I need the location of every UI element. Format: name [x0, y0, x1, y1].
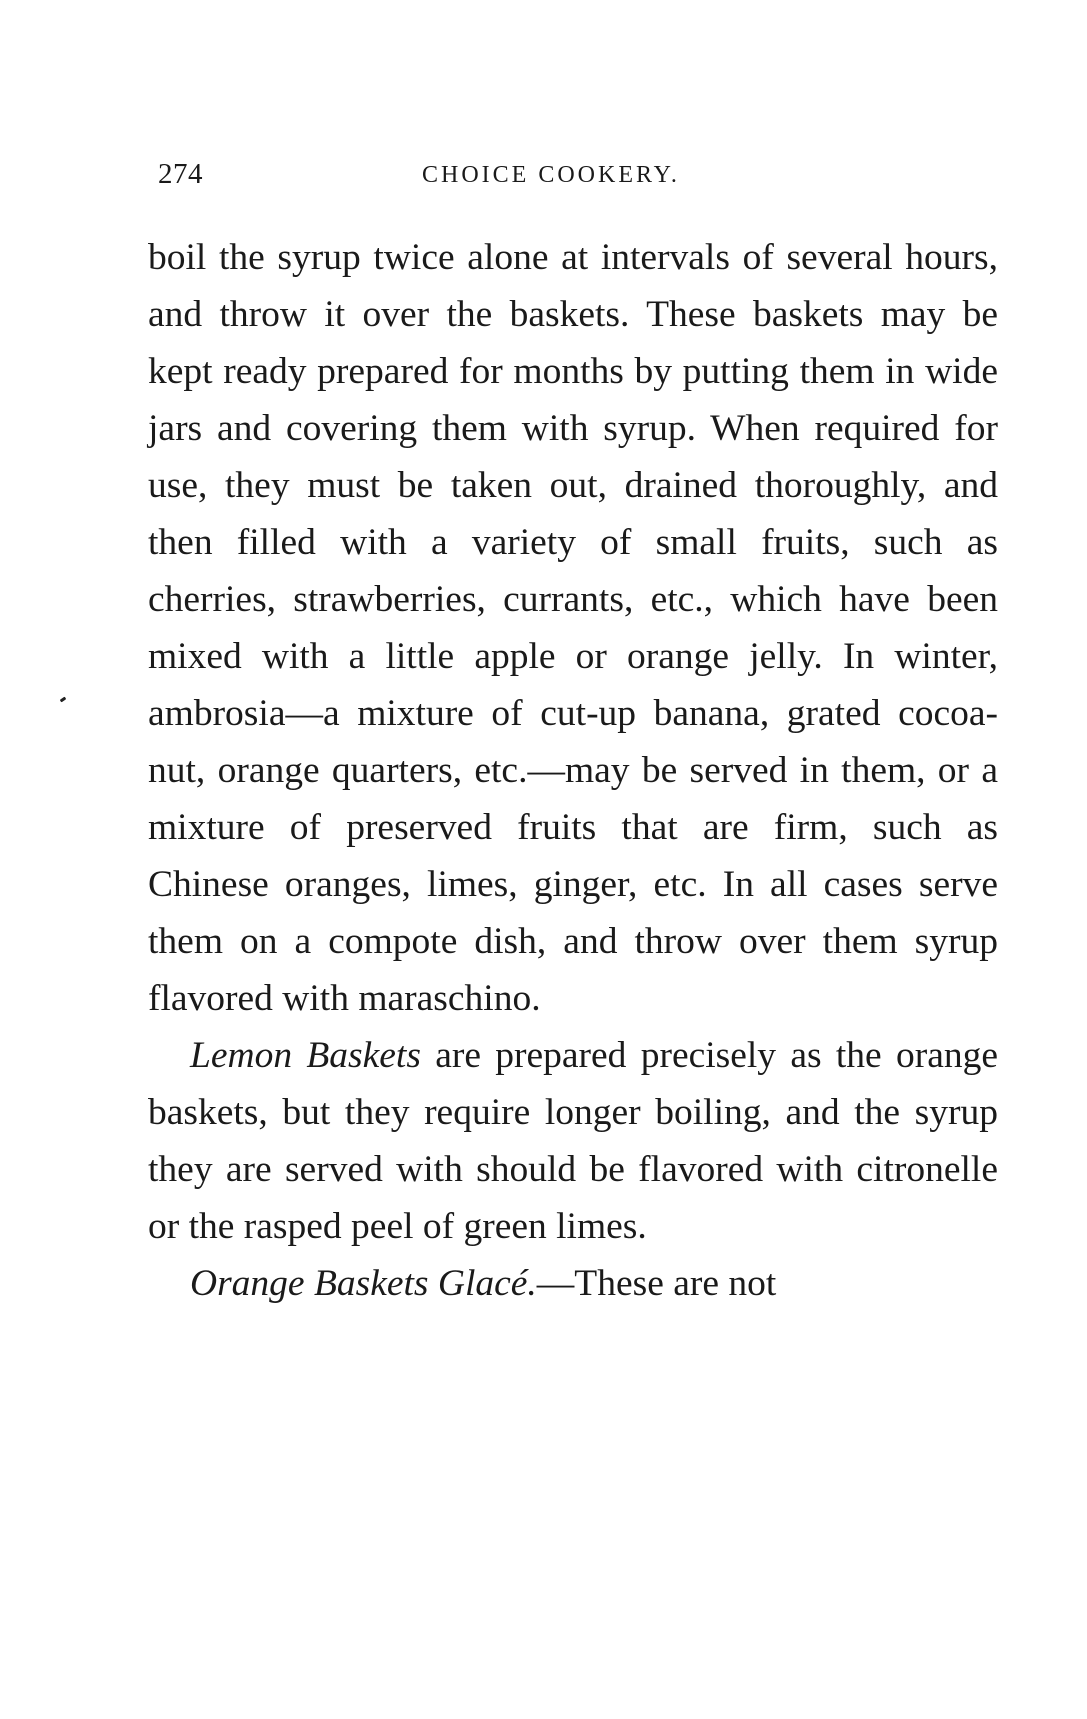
paragraph-lemon-baskets — [148, 1027, 998, 1255]
paragraph-continuation — [148, 229, 998, 1027]
paragraph-orange-baskets-glace — [148, 1255, 998, 1312]
page-header — [158, 158, 998, 198]
body-text — [148, 229, 998, 1312]
paragraph-lead-italic: Orange Baskets Glacé. — [190, 1263, 537, 1304]
paragraph-text: —These are not — [536, 1263, 777, 1304]
running-title: CHOICE COOKERY. — [422, 162, 680, 188]
paragraph-text: are prepared precisely as the orange baskets, but they require longer boiling, and the syrup they are served with should be flavored with citronelle or the rasped peel of green limes. — [148, 1035, 998, 1247]
page-number: 274 — [158, 158, 203, 190]
paragraph-text: boil the syrup twice alone at intervals of several hours, and throw it over the baskets. These baskets may be kept ready prepared for months by putting them in wide jars and covering them with syrup. When required for use, they must be taken out, drained thoroughly, and then filled with a variety of small fruits, such as cherries, strawberries, currants, etc., which have been mixed with a little apple or orange jelly. In winter, ambrosia—a mixture of cut-up banana, grated cocoa-nut, orange quarters, etc.—may be served in them, or a mixture of preserved fruits that are firm, such as Chinese oranges, limes, ginger, etc. In all cases serve them on a compote dish, and throw over them syrup flavored with maraschino. — [148, 237, 998, 1019]
scan-speck — [60, 697, 67, 703]
paragraph-lead-italic: Lemon Baskets — [190, 1035, 421, 1076]
